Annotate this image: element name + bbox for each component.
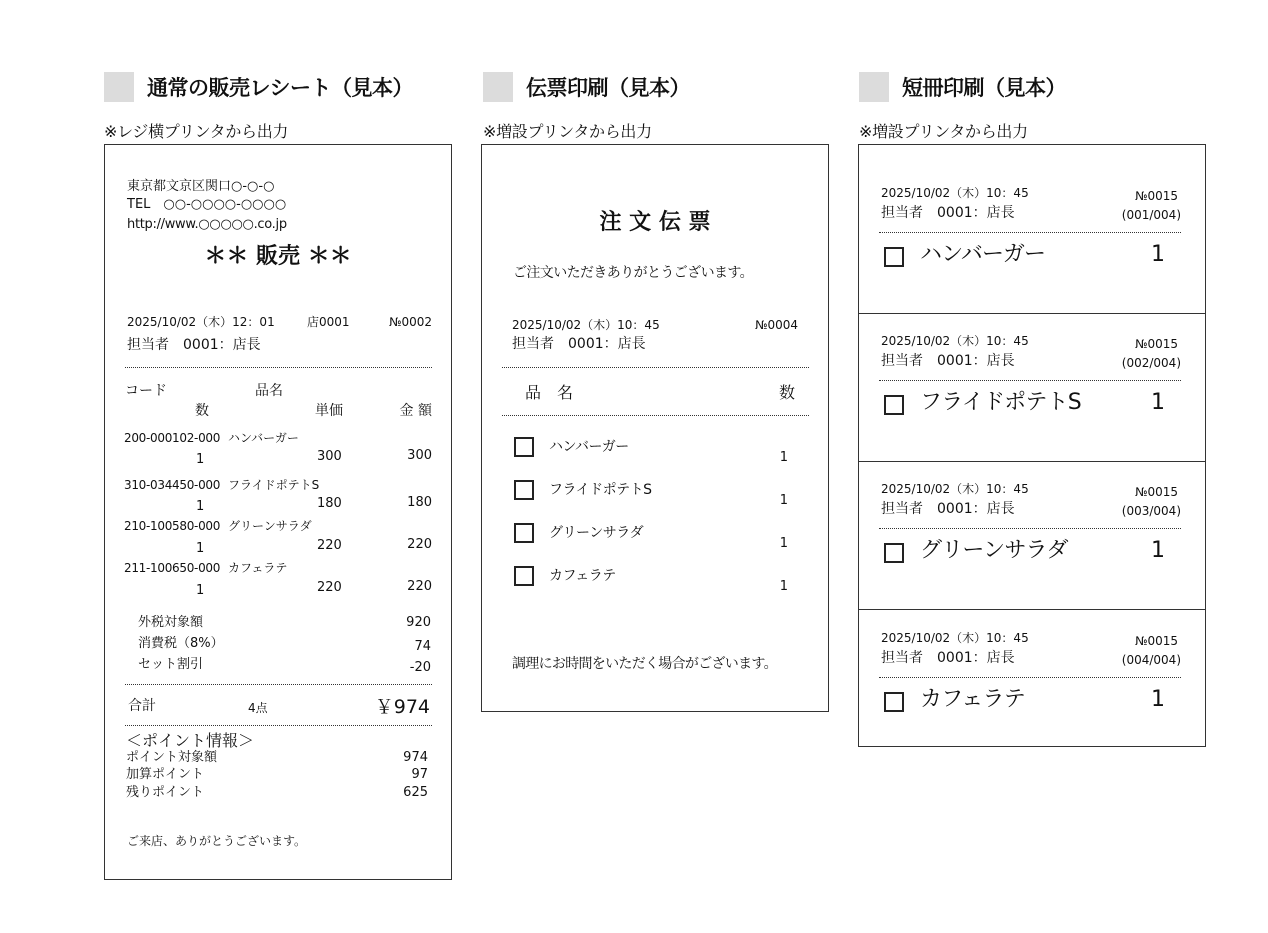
order-item-qty: 1	[779, 493, 788, 508]
order-item-name: フライドポテトS	[549, 482, 652, 498]
col-unit-header: 単価	[315, 403, 343, 419]
col-name-header: 品名	[255, 383, 283, 399]
sales-receipt-paper	[104, 144, 452, 880]
slip-sequence: (002/004)	[1121, 356, 1181, 370]
sales-receipt-note: ※レジ横プリンタから出力	[104, 122, 289, 141]
slip-sequence: (001/004)	[1121, 208, 1181, 222]
points-added-value: 97	[411, 767, 428, 782]
receipt-datetime: 2025/10/02（木）12：01	[127, 315, 275, 329]
sales-receipt-title: 通常の販売レシート（見本）	[147, 76, 413, 100]
order-slip-note: ※増設プリンタから出力	[483, 122, 652, 141]
points-remaining-value: 625	[403, 785, 428, 800]
slip-staff: 担当者 0001：店長	[881, 353, 1015, 369]
section-marker	[859, 72, 889, 102]
divider	[125, 367, 432, 368]
divider	[125, 725, 432, 726]
slip-item-name: フライドポテトS	[920, 390, 1081, 415]
order-item-name: グリーンサラダ	[549, 525, 644, 541]
strip-slip	[859, 590, 1205, 738]
total-label: 合計	[128, 698, 156, 714]
strip-print-paper	[858, 144, 1206, 747]
slip-staff: 担当者 0001：店長	[881, 501, 1015, 517]
item-name: フライドポテトS	[228, 478, 320, 492]
divider	[879, 677, 1181, 678]
order-item-name: カフェラテ	[549, 568, 616, 584]
strip-slip	[859, 441, 1205, 589]
thanks-message: ご来店、ありがとうございます。	[127, 834, 307, 848]
receipt-number: №0002	[388, 315, 432, 329]
checkbox-icon	[514, 566, 534, 586]
receipt-store-code: 店0001	[307, 315, 350, 329]
sales-receipt-header	[104, 72, 413, 102]
receipt-heading: ＊＊ 販売 ＊＊	[204, 244, 352, 269]
slip-datetime: 2025/10/02（木）10：45	[881, 334, 1029, 348]
col-amount-header: 金 額	[399, 403, 432, 419]
points-target-label: ポイント対象額	[126, 750, 218, 765]
checkbox-icon	[514, 523, 534, 543]
slip-item-qty: 1	[1151, 242, 1165, 267]
checkbox-icon	[884, 692, 904, 712]
order-item-qty: 1	[779, 536, 788, 551]
slip-staff: 担当者 0001：店長	[881, 650, 1015, 666]
item-name: ハンバーガー	[228, 431, 299, 445]
order-slip-footer: 調理にお時間をいただく場合がございます。	[512, 656, 777, 672]
strip-print-note: ※増設プリンタから出力	[859, 122, 1028, 141]
tax-value: 74	[414, 639, 431, 654]
checkbox-icon	[884, 395, 904, 415]
slip-item-qty: 1	[1151, 687, 1165, 712]
item-qty: 1	[196, 452, 205, 467]
item-name: グリーンサラダ	[228, 519, 312, 533]
divider	[502, 415, 809, 416]
checkbox-icon	[514, 480, 534, 500]
order-item-qty: 1	[779, 579, 788, 594]
order-slip-number: №0004	[754, 318, 798, 332]
slip-number: №0015	[1134, 189, 1178, 203]
item-code: 211-100650-000	[124, 561, 221, 575]
divider	[879, 232, 1181, 233]
order-slip-header	[483, 72, 690, 102]
strip-slip	[859, 293, 1205, 441]
checkbox-icon	[884, 247, 904, 267]
slip-item-qty: 1	[1151, 538, 1165, 563]
strip-slip	[859, 145, 1205, 293]
order-slip-staff: 担当者 0001：店長	[512, 336, 646, 352]
item-amount: 220	[407, 579, 432, 594]
taxable-label: 外税対象額	[138, 615, 204, 630]
slip-sequence: (004/004)	[1121, 653, 1181, 667]
item-unit: 300	[317, 449, 342, 464]
item-qty: 1	[196, 583, 205, 598]
item-amount: 220	[407, 537, 432, 552]
slip-datetime: 2025/10/02（木）10：45	[881, 186, 1029, 200]
store-tel: TEL ○○-○○○○-○○○○	[127, 197, 287, 212]
discount-value: -20	[409, 660, 431, 675]
col-qty-header: 数	[778, 383, 795, 402]
section-marker	[483, 72, 513, 102]
store-url: http://www.○○○○○.co.jp	[127, 217, 287, 232]
item-qty: 1	[196, 499, 205, 514]
checkbox-icon	[884, 543, 904, 563]
divider	[125, 684, 432, 685]
item-code: 200-000102-000	[124, 431, 221, 445]
order-slip-datetime: 2025/10/02（木）10：45	[512, 318, 660, 332]
slip-datetime: 2025/10/02（木）10：45	[881, 482, 1029, 496]
slip-item-name: カフェラテ	[920, 687, 1025, 712]
slip-staff: 担当者 0001：店長	[881, 205, 1015, 221]
item-name: カフェラテ	[228, 561, 288, 575]
points-target-value: 974	[403, 750, 428, 765]
slip-number: №0015	[1134, 337, 1178, 351]
order-slip-greeting: ご注文いただきありがとうございます。	[513, 265, 754, 281]
strip-print-title: 短冊印刷（見本）	[902, 76, 1066, 100]
total-value: ￥974	[374, 696, 430, 718]
tax-label: 消費税（8%）	[138, 636, 224, 651]
item-unit: 220	[317, 580, 342, 595]
divider	[879, 528, 1181, 529]
discount-label: セット割引	[138, 657, 204, 672]
checkbox-icon	[514, 437, 534, 457]
item-unit: 220	[317, 538, 342, 553]
item-amount: 180	[407, 495, 432, 510]
order-slip-heading: 注 文 伝 票	[599, 210, 711, 235]
order-item-name: ハンバーガー	[549, 439, 629, 455]
receipt-staff: 担当者 0001：店長	[127, 337, 261, 353]
slip-item-name: グリーンサラダ	[920, 538, 1068, 563]
slip-sequence: (003/004)	[1121, 504, 1181, 518]
item-unit: 180	[317, 496, 342, 511]
slip-datetime: 2025/10/02（木）10：45	[881, 631, 1029, 645]
slip-number: №0015	[1134, 485, 1178, 499]
col-code-header: コード	[125, 383, 167, 399]
store-address: 東京都文京区関口○-○-○	[127, 179, 275, 194]
order-slip-title: 伝票印刷（見本）	[526, 76, 690, 100]
item-code: 310-034450-000	[124, 478, 221, 492]
slip-number: №0015	[1134, 634, 1178, 648]
taxable-value: 920	[406, 615, 431, 630]
points-remaining-label: 残りポイント	[126, 785, 205, 800]
item-amount: 300	[407, 448, 432, 463]
col-name-header: 品 名	[525, 383, 574, 402]
strip-print-header	[859, 72, 1066, 102]
col-qty-header: 数	[195, 403, 209, 419]
points-heading: ＜ポイント情報＞	[126, 731, 255, 750]
order-slip-paper	[481, 144, 829, 712]
divider	[879, 380, 1181, 381]
slip-item-name: ハンバーガー	[920, 242, 1046, 267]
points-added-label: 加算ポイント	[126, 767, 205, 782]
divider	[502, 367, 809, 368]
slip-item-qty: 1	[1151, 390, 1165, 415]
item-qty: 1	[196, 541, 205, 556]
total-count: 4点	[248, 701, 268, 715]
item-code: 210-100580-000	[124, 519, 221, 533]
section-marker	[104, 72, 134, 102]
order-item-qty: 1	[779, 450, 788, 465]
